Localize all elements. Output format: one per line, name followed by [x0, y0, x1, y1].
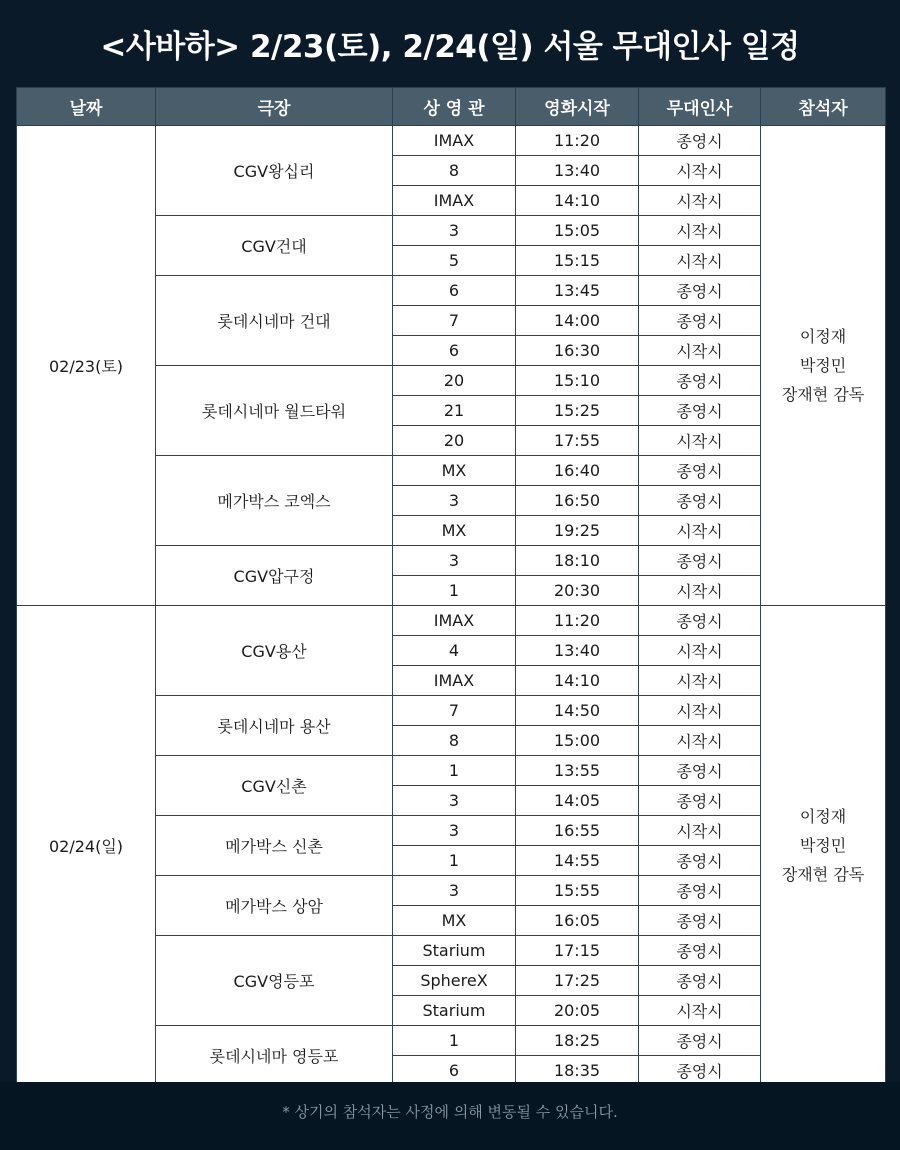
theater-cell: CGV신촌 — [156, 756, 393, 816]
schedule-table — [16, 87, 886, 1086]
theater-cell: CGV왕십리 — [156, 126, 393, 216]
greeting-type-cell: 시작시 — [639, 216, 761, 246]
greeting-type-cell: 시작시 — [639, 246, 761, 276]
theater-cell: 롯데시네마 건대 — [156, 276, 393, 366]
greeting-type-cell: 시작시 — [639, 426, 761, 456]
attendee-name: 이정재 — [799, 327, 847, 346]
date-cell: 02/24(일) — [17, 606, 156, 1086]
greeting-type-cell: 시작시 — [639, 816, 761, 846]
attendees-cell — [761, 606, 886, 1086]
start-time-cell: 15:15 — [516, 246, 639, 276]
table-row — [17, 126, 886, 156]
screen-cell: 5 — [393, 246, 516, 276]
page-title: <사바하> 2/23(토), 2/24(일) 서울 무대인사 일정 — [100, 29, 800, 65]
start-time-cell: 11:20 — [516, 126, 639, 156]
greeting-type-cell: 시작시 — [639, 156, 761, 186]
greeting-type-cell: 종영시 — [639, 876, 761, 906]
screen-cell: 1 — [393, 1026, 516, 1056]
screen-cell: 3 — [393, 816, 516, 846]
screen-cell: SphereX — [393, 966, 516, 996]
greeting-type-cell: 종영시 — [639, 756, 761, 786]
start-time-cell: 15:55 — [516, 876, 639, 906]
header-attendees: 참석자 — [761, 88, 886, 126]
start-time-cell: 13:40 — [516, 156, 639, 186]
greeting-type-cell: 종영시 — [639, 786, 761, 816]
screen-cell: 8 — [393, 726, 516, 756]
start-time-cell: 14:10 — [516, 186, 639, 216]
greeting-type-cell: 종영시 — [639, 306, 761, 336]
screen-cell: 3 — [393, 216, 516, 246]
theater-cell: 메가박스 신촌 — [156, 816, 393, 876]
greeting-type-cell: 시작시 — [639, 336, 761, 366]
start-time-cell: 17:15 — [516, 936, 639, 966]
start-time-cell: 18:10 — [516, 546, 639, 576]
start-time-cell: 18:25 — [516, 1026, 639, 1056]
screen-cell: 3 — [393, 786, 516, 816]
attendees-cell — [761, 126, 886, 606]
screen-cell: 6 — [393, 336, 516, 366]
greeting-type-cell: 시작시 — [639, 636, 761, 666]
greeting-type-cell: 종영시 — [639, 126, 761, 156]
screen-cell: 1 — [393, 576, 516, 606]
greeting-type-cell: 종영시 — [639, 1026, 761, 1056]
screen-cell: MX — [393, 906, 516, 936]
screen-cell: 20 — [393, 426, 516, 456]
start-time-cell: 11:20 — [516, 606, 639, 636]
start-time-cell: 19:25 — [516, 516, 639, 546]
screen-cell: 6 — [393, 276, 516, 306]
header-greeting: 무대인사 — [639, 88, 761, 126]
start-time-cell: 16:05 — [516, 906, 639, 936]
start-time-cell: 14:10 — [516, 666, 639, 696]
start-time-cell: 15:10 — [516, 366, 639, 396]
greeting-type-cell: 종영시 — [639, 906, 761, 936]
date-cell: 02/23(토) — [17, 126, 156, 606]
screen-cell: MX — [393, 516, 516, 546]
start-time-cell: 14:50 — [516, 696, 639, 726]
screen-cell: Starium — [393, 936, 516, 966]
greeting-type-cell: 시작시 — [639, 186, 761, 216]
greeting-type-cell: 시작시 — [639, 576, 761, 606]
greeting-type-cell: 종영시 — [639, 276, 761, 306]
theater-cell: CGV건대 — [156, 216, 393, 276]
header-date: 날짜 — [17, 88, 156, 126]
greeting-type-cell: 시작시 — [639, 726, 761, 756]
attendee-name: 이정재 — [799, 807, 847, 826]
greeting-type-cell: 시작시 — [639, 516, 761, 546]
start-time-cell: 13:55 — [516, 756, 639, 786]
theater-cell: 롯데시네마 영등포 — [156, 1026, 393, 1086]
greeting-type-cell: 시작시 — [639, 996, 761, 1026]
screen-cell: 20 — [393, 366, 516, 396]
start-time-cell: 15:05 — [516, 216, 639, 246]
attendee-name: 박정민 — [799, 356, 847, 375]
screen-cell: 7 — [393, 696, 516, 726]
screen-cell: IMAX — [393, 126, 516, 156]
theater-cell: CGV용산 — [156, 606, 393, 696]
greeting-type-cell: 종영시 — [639, 396, 761, 426]
footnote: * 상기의 참석자는 사정에 의해 변동될 수 있습니다. — [282, 1103, 618, 1121]
start-time-cell: 14:05 — [516, 786, 639, 816]
theater-cell: 롯데시네마 용산 — [156, 696, 393, 756]
start-time-cell: 14:55 — [516, 846, 639, 876]
greeting-type-cell: 종영시 — [639, 1056, 761, 1086]
greeting-type-cell: 시작시 — [639, 696, 761, 726]
screen-cell: 1 — [393, 756, 516, 786]
greeting-type-cell: 종영시 — [639, 606, 761, 636]
start-time-cell: 17:25 — [516, 966, 639, 996]
start-time-cell: 15:25 — [516, 396, 639, 426]
start-time-cell: 15:00 — [516, 726, 639, 756]
screen-cell: IMAX — [393, 606, 516, 636]
start-time-cell: 16:50 — [516, 486, 639, 516]
greeting-type-cell: 종영시 — [639, 966, 761, 996]
start-time-cell: 16:40 — [516, 456, 639, 486]
header-row — [17, 88, 886, 126]
start-time-cell: 13:45 — [516, 276, 639, 306]
theater-cell: 롯데시네마 월드타워 — [156, 366, 393, 456]
start-time-cell: 16:30 — [516, 336, 639, 366]
greeting-type-cell: 시작시 — [639, 666, 761, 696]
header-theater: 극장 — [156, 88, 393, 126]
start-time-cell: 20:30 — [516, 576, 639, 606]
screen-cell: 7 — [393, 306, 516, 336]
screen-cell: IMAX — [393, 666, 516, 696]
greeting-type-cell: 종영시 — [639, 366, 761, 396]
header-screen: 상 영 관 — [393, 88, 516, 126]
start-time-cell: 18:35 — [516, 1056, 639, 1086]
attendee-name: 장재현 감독 — [781, 385, 865, 404]
greeting-type-cell: 종영시 — [639, 846, 761, 876]
start-time-cell: 20:05 — [516, 996, 639, 1026]
start-time-cell: 14:00 — [516, 306, 639, 336]
theater-cell: 메가박스 코엑스 — [156, 456, 393, 546]
attendee-name: 박정민 — [799, 836, 847, 855]
greeting-type-cell: 종영시 — [639, 456, 761, 486]
screen-cell: 3 — [393, 486, 516, 516]
screen-cell: Starium — [393, 996, 516, 1026]
greeting-type-cell: 종영시 — [639, 546, 761, 576]
screen-cell: 1 — [393, 846, 516, 876]
start-time-cell: 16:55 — [516, 816, 639, 846]
schedule-body — [17, 126, 886, 1086]
start-time-cell: 17:55 — [516, 426, 639, 456]
start-time-cell: 13:40 — [516, 636, 639, 666]
theater-cell: 메가박스 상암 — [156, 876, 393, 936]
screen-cell: IMAX — [393, 186, 516, 216]
table-row — [17, 606, 886, 636]
theater-cell: CGV영등포 — [156, 936, 393, 1026]
screen-cell: 3 — [393, 876, 516, 906]
theater-cell: CGV압구정 — [156, 546, 393, 606]
greeting-type-cell: 종영시 — [639, 486, 761, 516]
screen-cell: 4 — [393, 636, 516, 666]
screen-cell: 3 — [393, 546, 516, 576]
screen-cell: MX — [393, 456, 516, 486]
header-start-time: 영화시작 — [516, 88, 639, 126]
attendee-name: 장재현 감독 — [781, 865, 865, 884]
screen-cell: 21 — [393, 396, 516, 426]
screen-cell: 8 — [393, 156, 516, 186]
greeting-type-cell: 종영시 — [639, 936, 761, 966]
screen-cell: 6 — [393, 1056, 516, 1086]
